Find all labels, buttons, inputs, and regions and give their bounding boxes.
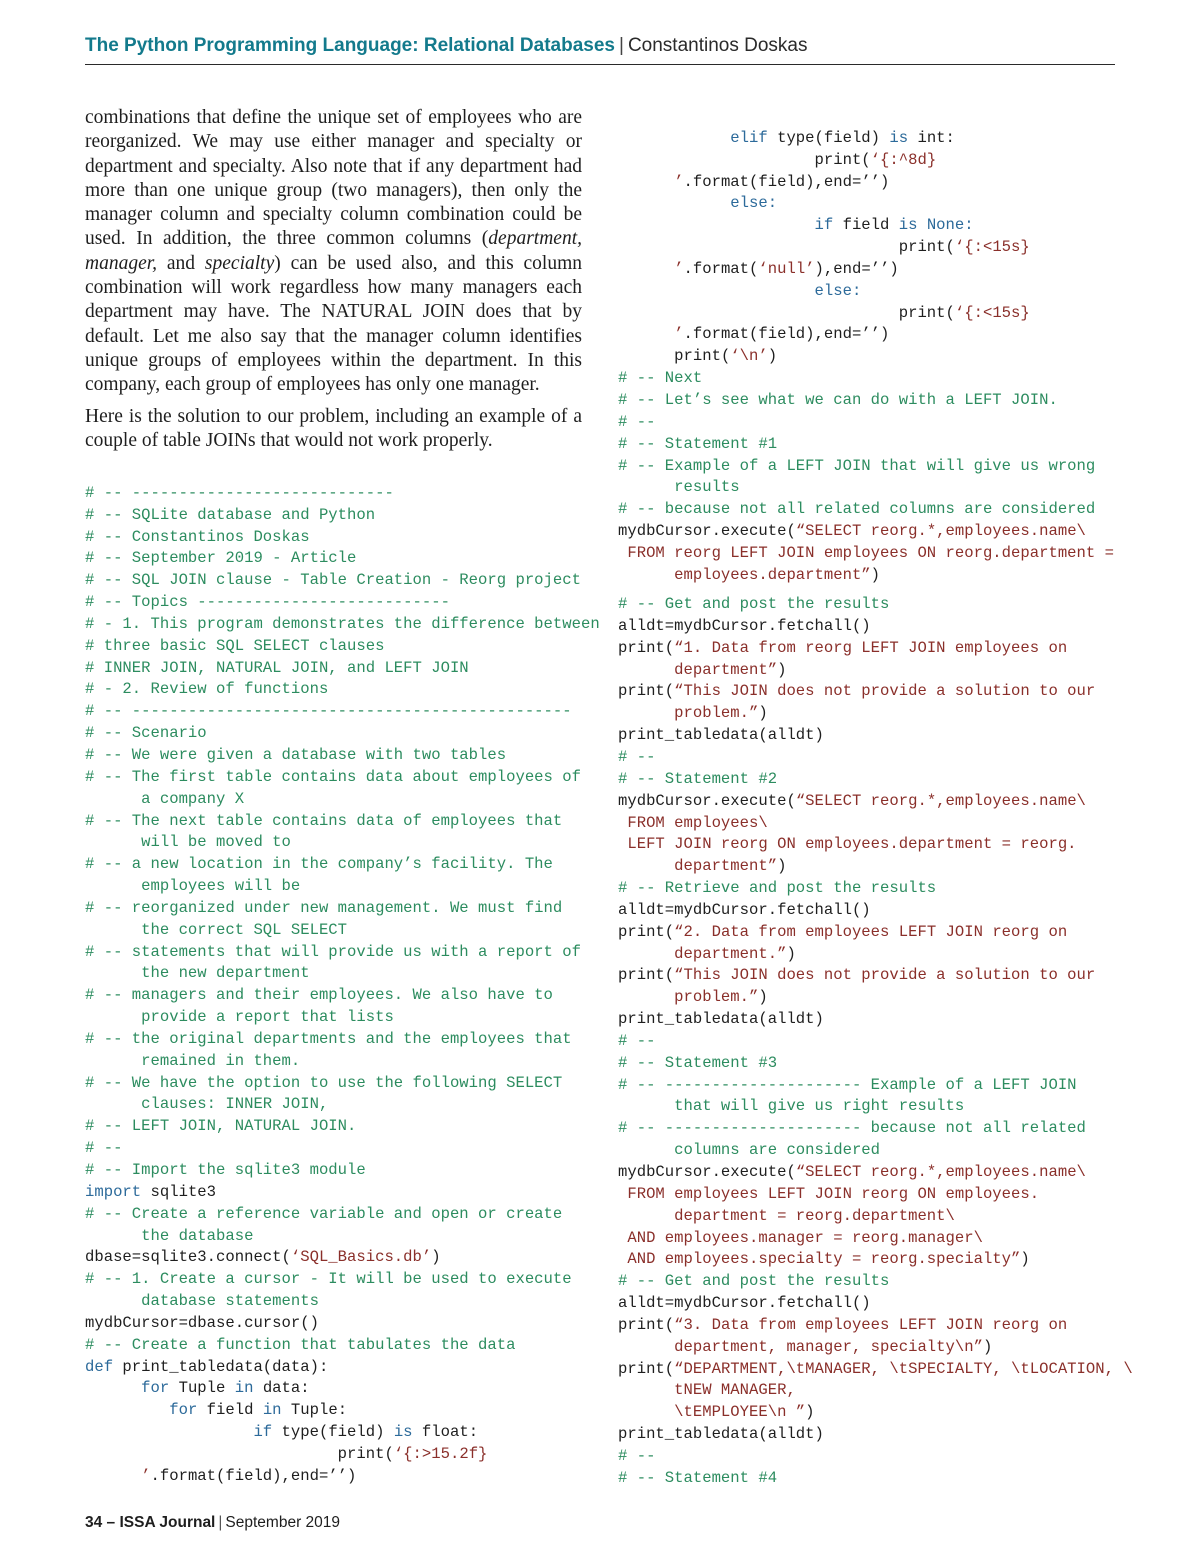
code-string: ‘SQL_Basics.db’ — [290, 1248, 432, 1267]
code-text: field — [833, 216, 899, 235]
code-text: print( — [898, 238, 955, 257]
code-indent — [85, 1467, 141, 1485]
code-line: provide a report that lists — [85, 1008, 394, 1027]
code-text: ) — [1020, 1250, 1030, 1269]
code-keyword: in — [262, 1401, 282, 1420]
code-text: print_tabledata(data): — [113, 1357, 329, 1376]
code-text: type(field) — [272, 1423, 394, 1442]
code-text: print( — [618, 638, 675, 657]
code-line — [618, 703, 1118, 725]
article-body-text — [85, 106, 582, 460]
page-footer — [85, 1514, 340, 1532]
code-string: employees.department” — [618, 565, 871, 584]
code-text: sqlite3 — [141, 1182, 217, 1201]
code-string: problem.” — [618, 704, 759, 723]
code-line: # -- The next table contains data of employees that — [85, 811, 563, 830]
code-line — [618, 944, 1118, 966]
code-line: # -- — [85, 1139, 123, 1158]
code-keyword: in — [234, 1379, 254, 1398]
code-text: .format(field),end=’’) — [150, 1466, 357, 1485]
code-line — [85, 1444, 595, 1466]
code-string: department” — [618, 660, 778, 679]
code-line: columns are considered — [618, 1141, 881, 1160]
code-keyword: None: — [917, 216, 974, 235]
code-text: type(field) — [767, 128, 890, 147]
code-string: “SELECT reorg.*,employees.name\ — [795, 791, 1086, 810]
code-indent — [85, 1401, 169, 1419]
code-line: the database — [85, 1226, 254, 1245]
code-indent — [618, 151, 815, 169]
code-line: # -- — [618, 747, 656, 766]
code-line: # -- September 2019 - Article — [85, 549, 357, 568]
code-keyword: if — [253, 1423, 273, 1442]
code-line — [618, 1249, 1118, 1271]
code-line — [618, 1359, 1133, 1381]
code-line — [618, 1337, 1118, 1359]
code-indent — [618, 194, 730, 212]
code-line — [618, 965, 1118, 987]
code-string: department.” — [618, 944, 787, 963]
code-line: # -- Statement #2 — [618, 769, 778, 788]
code-line — [618, 791, 1118, 813]
code-line: # -- Retrieve and post the results — [618, 879, 937, 898]
code-line: FROM employees\ — [618, 813, 768, 832]
code-text: Tuple: — [281, 1401, 348, 1420]
code-text: ) — [982, 1337, 993, 1356]
code-line: # -- ----------------------------------------------- — [85, 702, 572, 721]
code-indent — [618, 173, 674, 191]
code-line: # -- managers and their employees. We also have to — [85, 986, 553, 1005]
code-text: .format(field),end=’’) — [683, 325, 890, 344]
code-line: print_tabledata(alldt) — [618, 1010, 824, 1029]
code-text: .format( — [683, 259, 759, 278]
paragraph-1 — [85, 106, 582, 398]
code-line: mydbCursor=dbase.cursor() — [85, 1313, 319, 1332]
paragraph-2: Here is the solution to our problem, including an example of a couple of table JOINs that would not work properly. — [85, 405, 582, 451]
author-name: Constantinos Doskas — [627, 35, 808, 56]
code-text: print( — [898, 303, 955, 322]
code-line: # -- Topics --------------------------- — [85, 593, 450, 612]
code-line: # -- — [618, 1031, 656, 1050]
code-line — [85, 1247, 595, 1269]
code-string: ‘{:>15.2f} — [393, 1444, 488, 1463]
code-string: ‘{:^8d} — [870, 150, 937, 169]
code-line — [618, 193, 1118, 215]
code-line: results — [618, 478, 740, 497]
code-line — [85, 1378, 595, 1400]
code-text: mydbCursor.execute( — [618, 522, 796, 541]
code-line: # -- Statement #3 — [618, 1053, 778, 1072]
code-line — [618, 150, 1118, 172]
page-number-publication: 34 – ISSA Journal — [85, 1514, 216, 1531]
code-line: # -- a new location in the company’s facility. The — [85, 855, 553, 874]
code-string: ’ — [674, 325, 684, 344]
code-string: “3. Data from employees LEFT JOIN reorg on — [674, 1315, 1068, 1334]
publication-title: The Python Programming Language: Relational Databases — [85, 35, 615, 56]
p1-text-b: and — [157, 252, 205, 274]
code-line: # -- Create a reference variable and open or create — [85, 1204, 563, 1223]
code-listing-left — [85, 461, 600, 1510]
code-text: field — [197, 1401, 263, 1420]
code-line — [618, 638, 1118, 660]
code-line: # -- The first table contains data about employees of — [85, 767, 581, 786]
code-string: ‘null’ — [758, 259, 815, 278]
code-keyword: def — [85, 1357, 114, 1376]
code-line: # -- Get and post the results — [618, 1272, 890, 1291]
code-keyword: else: — [814, 281, 862, 300]
code-string: ‘{:<15s} — [954, 238, 1030, 257]
code-line — [618, 1162, 1118, 1184]
code-line: alldt=mydbCursor.fetchall() — [618, 1294, 871, 1313]
code-line: # -- Statement #1 — [618, 434, 778, 453]
code-line: # -- --------------------- Example of a LEFT JOIN — [618, 1075, 1077, 1094]
p1-text-c: ) can be used also, and this column combination will work regardless how many managers each department may have. The NATURAL JOIN does that by default. Let me also say that the manager column identifies unique groups of employees within the department. In this company, each group of employees has only one manager. — [85, 252, 583, 396]
code-text: mydbCursor.execute( — [618, 791, 796, 810]
code-text: print( — [618, 966, 675, 985]
code-line — [618, 128, 1118, 150]
code-spacer — [618, 587, 1118, 595]
code-text: print( — [618, 682, 675, 701]
code-text: print( — [618, 1315, 675, 1334]
code-line: LEFT JOIN reorg ON employees.department = reorg. — [618, 835, 1077, 854]
code-text: float: — [412, 1423, 479, 1442]
code-indent — [618, 325, 674, 343]
code-string: ‘{:<15s} — [954, 303, 1030, 322]
code-line: # three basic SQL SELECT clauses — [85, 636, 385, 655]
code-string: AND employees.specialty = reorg.specialty” — [618, 1250, 1021, 1269]
code-line — [618, 856, 1118, 878]
code-line: # -- Scenario — [85, 724, 207, 743]
code-line: employees will be — [85, 877, 301, 896]
code-text: .format(field),end=’’) — [683, 172, 890, 191]
code-line: # -- reorganized under new management. We must find — [85, 898, 563, 917]
code-line — [618, 660, 1118, 682]
code-line — [618, 259, 1118, 281]
code-text: mydbCursor.execute( — [618, 1163, 796, 1181]
code-text: ) — [805, 1403, 815, 1422]
code-line — [85, 1400, 595, 1422]
code-string: “SELECT reorg.*,employees.name\ — [795, 1163, 1086, 1181]
code-text: ) — [431, 1248, 441, 1267]
code-line: # -- --------------------- because not all related — [618, 1119, 1086, 1138]
code-line: remained in them. — [85, 1051, 301, 1070]
code-line — [618, 172, 1118, 194]
code-line: # INNER JOIN, NATURAL JOIN, and LEFT JOIN — [85, 658, 469, 677]
code-keyword: is — [393, 1423, 413, 1442]
code-text: print( — [618, 1359, 675, 1378]
code-string: “1. Data from reorg LEFT JOIN employees on — [674, 638, 1068, 657]
code-string: ‘\n’ — [730, 347, 768, 366]
code-string: \tEMPLOYEE\n ” — [618, 1403, 806, 1422]
code-text: ) — [777, 857, 787, 876]
code-line: print_tabledata(alldt) — [618, 1425, 824, 1444]
code-line: that will give us right results — [618, 1097, 965, 1116]
code-indent — [618, 282, 815, 300]
code-line: alldt=mydbCursor.fetchall() — [618, 616, 871, 635]
code-line: tNEW MANAGER, — [618, 1381, 796, 1400]
code-text: dbase=sqlite3.connect( — [85, 1248, 291, 1267]
code-line: FROM employees LEFT JOIN reorg ON employees. — [618, 1184, 1040, 1203]
code-line — [85, 1182, 595, 1204]
code-line: # -- SQL JOIN clause - Table Creation - Reorg project — [85, 571, 581, 590]
issue-date: September 2019 — [225, 1514, 341, 1531]
code-line: FROM reorg LEFT JOIN employees ON reorg.department = — [618, 543, 1114, 562]
code-line: department = reorg.department\ — [618, 1206, 955, 1225]
code-text: ) — [767, 347, 778, 366]
code-string: department, manager, specialty\n” — [618, 1337, 983, 1356]
code-line: # -- because not all related columns are considered — [618, 500, 1096, 519]
code-line — [618, 215, 1118, 237]
code-line — [618, 303, 1118, 325]
code-line: # - 2. Review of functions — [85, 680, 329, 699]
code-indent — [618, 347, 674, 365]
code-line — [618, 922, 1118, 944]
code-line: a company X — [85, 789, 245, 808]
code-line: AND employees.manager = reorg.manager\ — [618, 1228, 983, 1247]
code-string: “2. Data from employees LEFT JOIN reorg on — [674, 922, 1068, 941]
code-line: will be moved to — [85, 833, 291, 852]
code-line: # -- LEFT JOIN, NATURAL JOIN. — [85, 1117, 357, 1136]
code-string: “This JOIN does not provide a solution to our — [674, 966, 1096, 985]
code-indent — [85, 1379, 141, 1397]
code-line: # -- 1. Create a cursor - It will be used to execute — [85, 1270, 572, 1289]
code-line: print_tabledata(alldt) — [618, 726, 824, 745]
code-line: # -- We were given a database with two tables — [85, 745, 507, 764]
code-line: # -- SQLite database and Python — [85, 505, 376, 524]
code-line: # -- Statement #4 — [618, 1468, 778, 1487]
code-line: # - 1. This program demonstrates the difference between — [85, 614, 600, 633]
code-line — [618, 987, 1118, 1009]
code-line: # -- Let’s see what we can do with a LEFT JOIN. — [618, 390, 1058, 409]
code-string: department” — [618, 857, 778, 876]
code-line: # -- statements that will provide us with a report of — [85, 942, 581, 961]
code-line: clauses: INNER JOIN, — [85, 1095, 329, 1114]
code-keyword: if — [814, 216, 834, 235]
p1-italic-2: specialty — [204, 252, 275, 274]
code-line — [618, 281, 1118, 303]
code-text: ) — [786, 944, 796, 963]
code-text: Tuple — [169, 1379, 235, 1398]
code-string: “This JOIN does not provide a solution to our — [674, 682, 1096, 701]
code-line: # -- Create a function that tabulates the data — [85, 1335, 516, 1354]
footer-separator: | — [218, 1514, 223, 1531]
code-line: # -- Constantinos Doskas — [85, 527, 310, 546]
code-text: print( — [337, 1444, 394, 1463]
code-string: ’ — [674, 172, 684, 191]
code-indent — [85, 1445, 338, 1463]
code-line — [85, 1357, 595, 1379]
code-keyword: else: — [730, 194, 778, 213]
code-line: # -- the original departments and the employees that — [85, 1029, 572, 1048]
code-line: the correct SQL SELECT — [85, 920, 348, 939]
code-line: # -- Next — [618, 369, 703, 388]
code-indent — [618, 304, 899, 322]
code-indent — [618, 216, 815, 234]
code-string: problem.” — [618, 988, 759, 1007]
code-keyword: is — [898, 216, 918, 235]
code-line — [618, 346, 1118, 368]
p1-text-a: combinations that define the unique set of employees who are reorganized. We may use either manager and specialty or department and specialty. Also note that if any department had more than one unique group (two managers), then only the manager column and specialty column combination could be used. In addition, the three common columns ( — [85, 107, 582, 250]
p1-italic-1: department, manager, — [85, 228, 582, 274]
code-listing-right — [618, 106, 1133, 1512]
code-keyword: is — [889, 128, 909, 147]
code-line: # -- Get and post the results — [618, 595, 890, 614]
code-text: ),end=’’) — [814, 259, 899, 278]
code-line: # -- ---------------------------- — [85, 483, 394, 502]
code-line: alldt=mydbCursor.fetchall() — [618, 900, 871, 919]
code-line — [618, 237, 1118, 259]
code-indent — [618, 129, 730, 147]
code-line — [618, 521, 1118, 543]
code-text: int: — [908, 128, 955, 147]
code-line: database statements — [85, 1292, 319, 1311]
code-text: print( — [814, 150, 871, 169]
code-string: “DEPARTMENT,\tMANAGER, \tSPECIALTY, \tLOCATION, \ — [674, 1359, 1133, 1378]
code-keyword: import — [85, 1182, 142, 1201]
code-line: # -- Example of a LEFT JOIN that will give us wrong — [618, 456, 1096, 475]
code-line: # -- — [618, 412, 656, 431]
code-keyword: for — [141, 1379, 170, 1398]
code-string: ’ — [674, 259, 684, 278]
code-text: data: — [253, 1379, 310, 1398]
header-separator: | — [619, 35, 624, 56]
code-string: ’ — [141, 1466, 151, 1485]
code-text: ) — [758, 988, 768, 1007]
code-line — [618, 1402, 1118, 1424]
code-text: ) — [758, 704, 768, 723]
code-keyword: for — [169, 1401, 198, 1420]
page-header — [85, 33, 1115, 65]
code-text: ) — [777, 660, 787, 679]
code-line — [618, 1315, 1118, 1337]
code-line — [85, 1466, 595, 1488]
code-line — [85, 1422, 595, 1444]
code-text: ) — [870, 565, 881, 584]
code-indent — [618, 260, 674, 278]
code-line — [618, 324, 1118, 346]
code-text: print( — [618, 922, 675, 941]
code-line — [618, 565, 1118, 587]
code-line: # -- — [618, 1446, 656, 1465]
code-string: “SELECT reorg.*,employees.name\ — [795, 522, 1086, 541]
code-line — [618, 681, 1118, 703]
code-line: # -- Import the sqlite3 module — [85, 1161, 366, 1179]
code-indent — [85, 1423, 253, 1441]
code-indent — [618, 238, 899, 256]
code-line: # -- We have the option to use the following SELECT — [85, 1073, 563, 1092]
code-line: the new department — [85, 964, 310, 983]
code-text: print( — [674, 347, 731, 366]
code-keyword: elif — [730, 128, 768, 147]
